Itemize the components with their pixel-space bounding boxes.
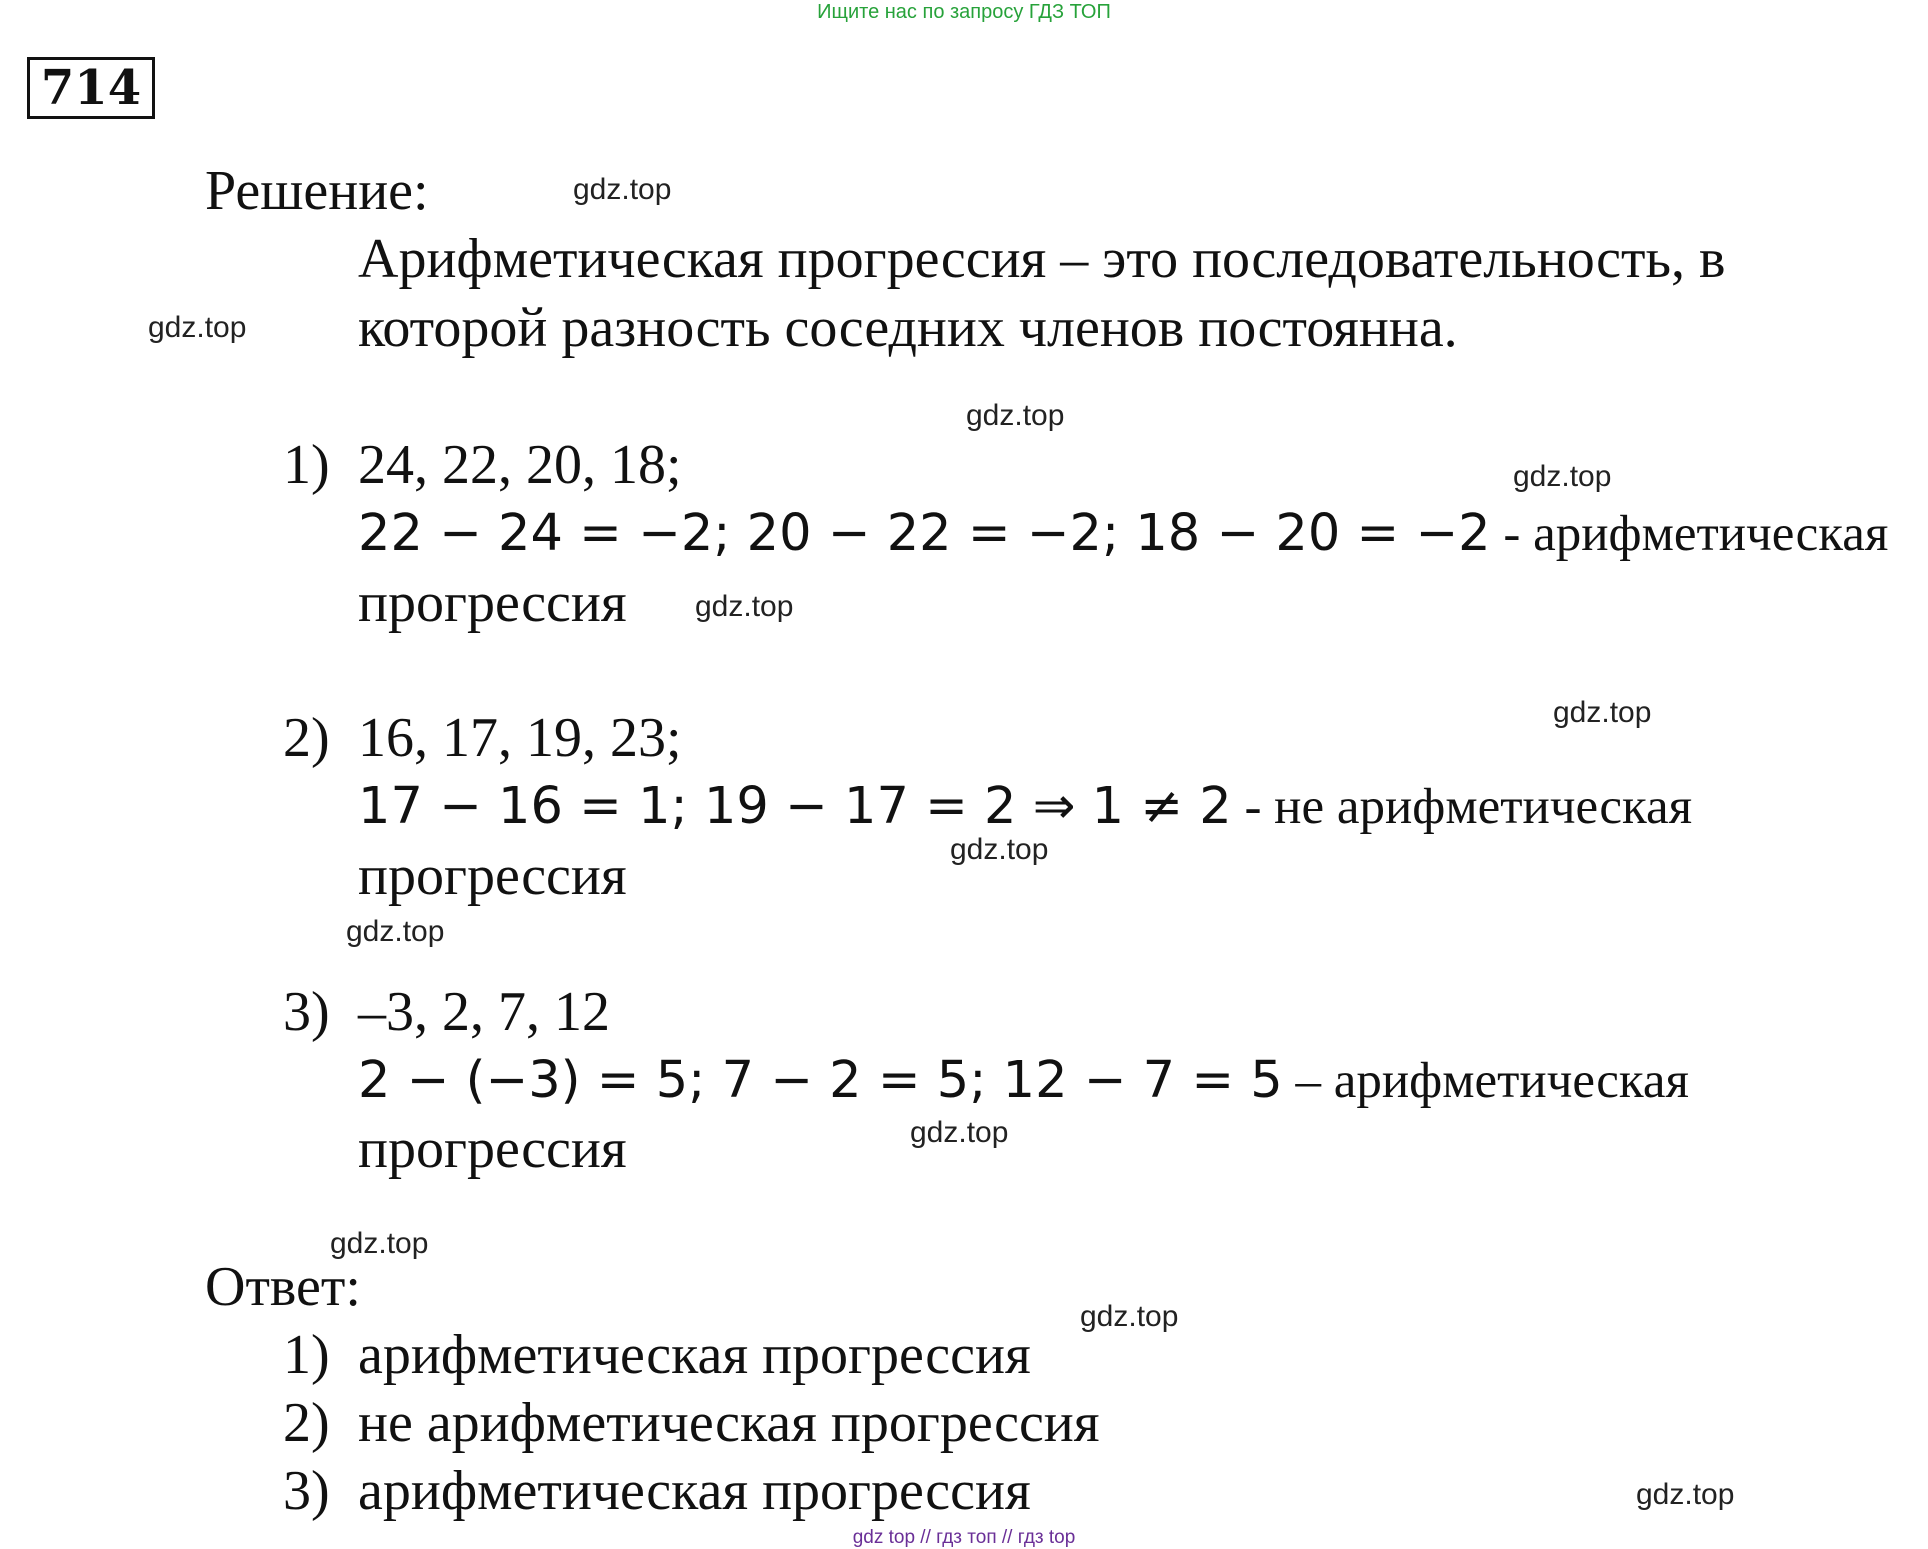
- item-1-conclusion-line2: прогрессия: [358, 572, 627, 634]
- definition-line-2: которой разность соседних членов постоянна.: [358, 297, 1458, 359]
- item-1-number: 1): [283, 434, 330, 496]
- answer-1-number: 1): [283, 1324, 330, 1386]
- item-3-calc-line: [358, 1049, 1689, 1113]
- watermark: gdz.top: [148, 311, 247, 344]
- answer-2-number: 2): [283, 1392, 330, 1454]
- watermark: gdz.top: [1080, 1300, 1179, 1333]
- item-3-sequence: –3, 2, 7, 12: [358, 981, 610, 1043]
- answer-3-text: арифметическая прогрессия: [358, 1460, 1031, 1522]
- definition-line-1: Арифметическая прогрессия – это последовательность, в: [358, 228, 1726, 290]
- item-1-calc: 22 − 24 = −2; 20 − 22 = −2; 18 − 20 = −2: [358, 504, 1491, 563]
- item-3-conclusion: – арифметическая: [1282, 1053, 1689, 1109]
- answer-2-text: не арифметическая прогрессия: [358, 1392, 1100, 1454]
- item-3-conclusion-line2: прогрессия: [358, 1118, 627, 1180]
- answer-1-text: арифметическая прогрессия: [358, 1324, 1031, 1386]
- watermark: gdz.top: [966, 399, 1065, 432]
- item-2-calc: 17 − 16 = 1; 19 − 17 = 2 ⇒ 1 ≠ 2: [358, 777, 1232, 836]
- item-2-conclusion-line2: прогрессия: [358, 845, 627, 907]
- watermark: gdz.top: [1553, 696, 1652, 729]
- item-2-number: 2): [283, 707, 330, 769]
- answer-heading: Ответ:: [205, 1256, 361, 1318]
- item-2-conclusion: - не арифметическая: [1231, 779, 1693, 835]
- footer: gdz top // гдз топ // гдз top: [852, 1527, 1076, 1548]
- top-banner: Ищите нас по запросу ГДЗ ТОП: [817, 1, 1111, 23]
- watermark: gdz.top: [346, 915, 445, 948]
- answer-3-number: 3): [283, 1460, 330, 1522]
- item-3-calc: 2 − (−3) = 5; 7 − 2 = 5; 12 − 7 = 5: [358, 1051, 1283, 1110]
- item-3-number: 3): [283, 981, 330, 1043]
- item-2-sequence: 16, 17, 19, 23;: [358, 707, 682, 769]
- watermark: gdz.top: [950, 833, 1049, 866]
- watermark: gdz.top: [330, 1227, 429, 1260]
- watermark: gdz.top: [910, 1116, 1009, 1149]
- item-1-conclusion: - арифметическая: [1490, 506, 1889, 562]
- solution-heading: Решение:: [205, 160, 429, 222]
- item-1-sequence: 24, 22, 20, 18;: [358, 434, 682, 496]
- problem-number: 714: [27, 57, 155, 119]
- watermark: gdz.top: [573, 173, 672, 206]
- watermark: gdz.top: [695, 590, 794, 623]
- watermark: gdz.top: [1636, 1478, 1735, 1511]
- item-2-calc-line: [358, 775, 1692, 839]
- watermark: gdz.top: [1513, 460, 1612, 493]
- item-1-calc-line: [358, 502, 1888, 566]
